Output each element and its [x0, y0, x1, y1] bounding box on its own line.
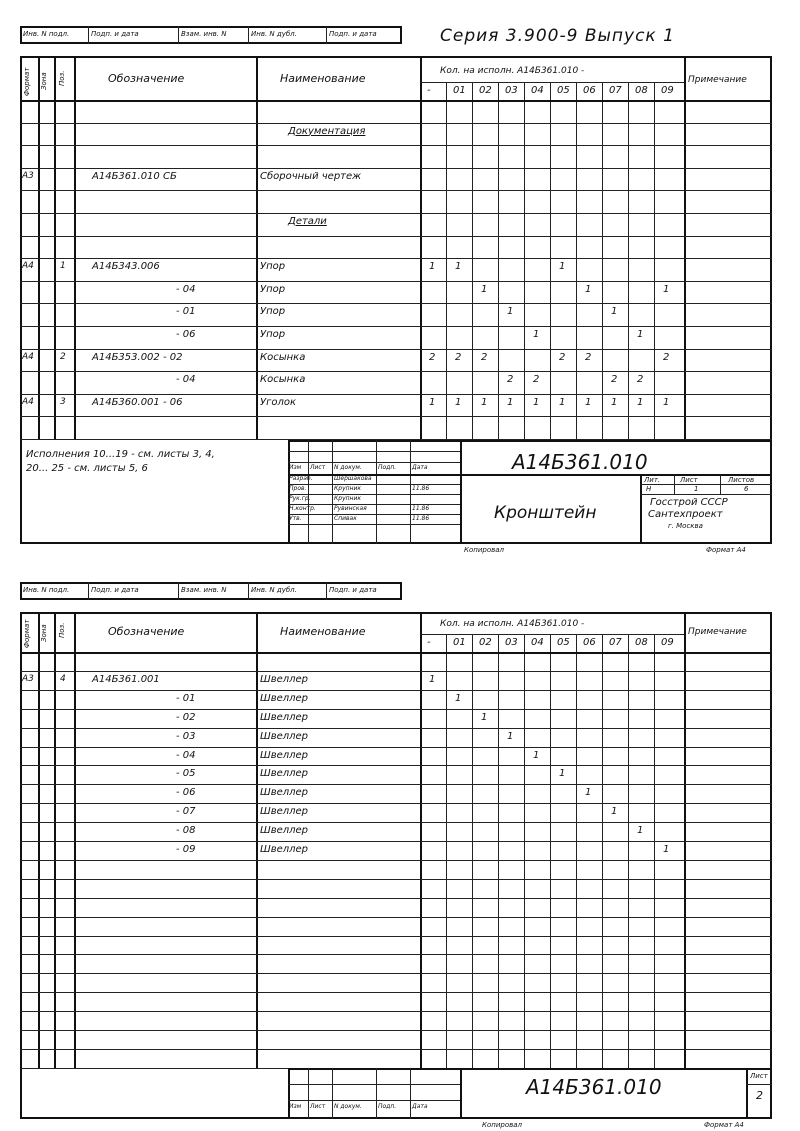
- cell-designation: - 06: [176, 787, 196, 799]
- section-heading: Документация: [288, 125, 366, 137]
- stage-label-lit: Лит.: [644, 476, 661, 484]
- row-line: [20, 728, 772, 729]
- row-line: [20, 936, 772, 937]
- strip-cell: Взам. инв. N: [181, 30, 227, 38]
- row-line: [20, 841, 772, 842]
- cell-designation: - 08: [176, 825, 196, 837]
- cell-qty: 1: [585, 787, 592, 799]
- row-line: [20, 954, 772, 955]
- cell-qty: 1: [533, 396, 540, 408]
- strip-cell: Подп. и дата: [91, 586, 139, 594]
- row-line: [20, 1011, 772, 1012]
- note-line-1: Исполнения 10...19 - см. листы 3, 4,: [26, 449, 215, 460]
- strip-cell: Взам. инв. N: [181, 586, 227, 594]
- row-line: [20, 168, 772, 169]
- cell-qty: 1: [507, 396, 514, 408]
- person-name: Крупник: [334, 495, 361, 502]
- tb-podp: Подп.: [378, 1103, 397, 1110]
- strip-cell: Подп. и дата: [329, 30, 377, 38]
- cell-designation: А14Б343.006: [92, 261, 160, 273]
- header-name: Наименование: [280, 625, 366, 638]
- row-line: [20, 898, 772, 899]
- row-line: [20, 784, 772, 785]
- row-line: [20, 258, 772, 259]
- stage-value-lit: Н: [646, 485, 652, 493]
- header-zone: Зона: [40, 72, 48, 90]
- person-name: Крупник: [334, 485, 361, 492]
- row-line: [20, 709, 772, 710]
- cell-qty: 2: [429, 351, 436, 363]
- row-line: [20, 860, 772, 861]
- qty-col-header: 03: [505, 85, 518, 96]
- row-line: [20, 1030, 772, 1031]
- tb-ndoc: N докум.: [334, 464, 362, 471]
- strip-cell: Инв. N подл.: [23, 586, 70, 594]
- cell-qty: 1: [663, 844, 670, 855]
- cell-name: Сборочный чертеж: [260, 170, 362, 182]
- person-date: 11.86: [412, 515, 430, 522]
- qty-col-header: 05: [557, 85, 570, 96]
- cell-name: Швеллер: [260, 730, 309, 742]
- tb-izm: Изм: [289, 464, 302, 471]
- row-line: [20, 879, 772, 880]
- cell-name: Упор: [260, 283, 286, 295]
- row-line: [20, 303, 772, 304]
- row-line: [20, 326, 772, 327]
- cell-qty: 2: [663, 351, 670, 363]
- row-line: [20, 123, 772, 124]
- cell-qty: 1: [455, 261, 462, 273]
- qty-col-header: -: [427, 85, 431, 96]
- person-role: Утв.: [289, 515, 302, 522]
- cell-qty: 1: [637, 329, 644, 340]
- person-name: Спивак: [334, 515, 357, 522]
- stage-value-listov: 6: [744, 485, 749, 493]
- cell-qty: 1: [481, 396, 488, 408]
- cell-designation: - 03: [176, 730, 196, 742]
- cell-format: А3: [22, 673, 34, 684]
- cell-name: Швеллер: [260, 749, 309, 761]
- row-line: [20, 1049, 772, 1050]
- cell-name: Швеллер: [260, 673, 309, 685]
- header-zone: Зона: [40, 624, 48, 642]
- series-header: Серия 3.900-9 Выпуск 1: [440, 26, 675, 46]
- cell-qty: 2: [533, 374, 540, 386]
- cell-pos: 3: [60, 396, 66, 407]
- sheet-1: [0, 0, 800, 558]
- cell-qty: 1: [559, 396, 566, 408]
- person-role: Разраб.: [289, 475, 313, 482]
- person-date: 11.86: [412, 505, 430, 512]
- person-role: Пров.: [289, 485, 307, 492]
- cell-qty: 1: [585, 283, 592, 295]
- cell-name: Швеллер: [260, 806, 309, 818]
- qty-col-header: 07: [609, 85, 622, 96]
- cell-qty: 2: [585, 351, 592, 363]
- sheet-value: 2: [756, 1089, 763, 1102]
- cell-designation: - 04: [176, 283, 196, 295]
- cell-name: Косынка: [260, 351, 306, 363]
- person-name: Рувинская: [334, 505, 367, 512]
- cell-designation: А14Б353.002 - 02: [92, 351, 183, 363]
- row-line: [20, 416, 772, 417]
- person-name: Шершакова: [334, 475, 372, 482]
- cell-format: А4: [22, 261, 34, 272]
- tb-podp: Подп.: [378, 464, 397, 471]
- cell-qty: 1: [507, 306, 514, 318]
- person-date: 11.86: [412, 485, 430, 492]
- cell-name: Упор: [260, 306, 286, 318]
- cell-qty: 1: [611, 396, 618, 408]
- doc-number-2: А14Б361.010: [526, 1075, 662, 1099]
- row-line: [20, 690, 772, 691]
- header-pos: Поз.: [58, 70, 66, 86]
- row-line: [20, 236, 772, 237]
- qty-col-header: 08: [635, 637, 648, 648]
- header-qty-title: Кол. на исполн. А14Б361.010 -: [440, 66, 585, 76]
- cell-qty: 1: [429, 396, 436, 408]
- strip-cell: Инв. N дубл.: [251, 586, 297, 594]
- qty-col-header: 04: [531, 637, 544, 648]
- tb-list: Лист: [310, 464, 326, 471]
- cell-name: Швеллер: [260, 711, 309, 723]
- qty-col-header: 09: [661, 637, 674, 648]
- qty-col-header: -: [427, 637, 431, 648]
- row-line: [20, 213, 772, 214]
- header-name: Наименование: [280, 72, 366, 85]
- cell-name: Швеллер: [260, 844, 309, 855]
- tb-date: Дата: [412, 464, 428, 471]
- cell-qty: 1: [481, 283, 488, 295]
- cell-qty: 1: [611, 306, 618, 318]
- spec-table-2: [20, 612, 772, 1119]
- qty-col-header: 07: [609, 637, 622, 648]
- cell-name: Швеллер: [260, 825, 309, 837]
- qty-col-header: 06: [583, 637, 596, 648]
- cell-qty: 1: [533, 749, 540, 761]
- cell-qty: 1: [637, 396, 644, 408]
- row-line: [20, 747, 772, 748]
- cell-name: Уголок: [260, 396, 297, 408]
- tb-list: Лист: [310, 1103, 326, 1110]
- row-line: [20, 917, 772, 918]
- cell-qty: 1: [429, 261, 436, 273]
- cell-name: Косынка: [260, 374, 306, 386]
- cell-pos: 1: [60, 261, 66, 272]
- cell-designation: - 04: [176, 374, 196, 386]
- cell-qty: 2: [559, 351, 566, 363]
- cell-name: Упор: [260, 329, 286, 340]
- header-designation: Обозначение: [108, 72, 185, 85]
- header-note: Примечание: [688, 75, 747, 85]
- cell-name: Упор: [260, 261, 286, 273]
- cell-qty: 2: [637, 374, 644, 386]
- tb-ndoc: N докум.: [334, 1103, 362, 1110]
- sheet-2: [0, 562, 800, 1131]
- cell-pos: 4: [60, 673, 66, 684]
- cell-qty: 1: [533, 329, 540, 340]
- cell-qty: 1: [559, 768, 566, 780]
- cell-qty: 1: [559, 261, 566, 273]
- cell-designation: - 05: [176, 768, 196, 780]
- cell-name: Швеллер: [260, 692, 309, 704]
- cell-designation: - 07: [176, 806, 196, 818]
- cell-name: Швеллер: [260, 787, 309, 799]
- cell-qty: 1: [663, 283, 670, 295]
- row-line: [20, 371, 772, 372]
- qty-col-header: 02: [479, 637, 492, 648]
- qty-col-header: 01: [453, 637, 466, 648]
- header-format: Формат: [23, 619, 31, 648]
- strip-cell: Инв. N подл.: [23, 30, 70, 38]
- cell-qty: 1: [507, 730, 514, 742]
- cell-designation: А14Б361.010 СБ: [92, 170, 177, 182]
- stage-value-list: 1: [694, 485, 699, 493]
- stage-label-listov: Листов: [728, 476, 755, 484]
- header-note: Примечание: [688, 627, 747, 637]
- cell-qty: 1: [429, 673, 436, 685]
- doc-number: А14Б361.010: [512, 450, 648, 474]
- qty-col-header: 05: [557, 637, 570, 648]
- format-label: Формат А4: [706, 546, 746, 554]
- format-label-2: Формат А4: [704, 1121, 744, 1129]
- strip-cell: Инв. N дубл.: [251, 30, 297, 38]
- strip-cell: Подп. и дата: [329, 586, 377, 594]
- org-line-2: Сантехпроект: [648, 509, 723, 520]
- cell-qty: 1: [637, 825, 644, 837]
- row-line: [20, 190, 772, 191]
- cell-qty: 2: [481, 351, 488, 363]
- stage-label-list: Лист: [680, 476, 698, 484]
- org-line-1: Госстрой СССР: [650, 497, 728, 508]
- row-line: [20, 822, 772, 823]
- qty-col-header: 09: [661, 85, 674, 96]
- row-line: [20, 145, 772, 146]
- person-role: Н.контр.: [289, 505, 316, 512]
- tb-date: Дата: [412, 1103, 428, 1110]
- cell-qty: 2: [507, 374, 514, 386]
- cell-designation: А14Б361.001: [92, 673, 160, 685]
- org-line-3: г. Москва: [668, 522, 703, 530]
- qty-col-header: 03: [505, 637, 518, 648]
- cell-designation: А14Б360.001 - 06: [92, 396, 183, 408]
- copied-label: Копировал: [464, 546, 504, 554]
- header-qty-title: Кол. на исполн. А14Б361.010 -: [440, 619, 585, 629]
- cell-designation: - 09: [176, 844, 196, 855]
- qty-col-header: 01: [453, 85, 466, 96]
- person-role: Рук.гр.: [289, 495, 311, 502]
- row-line: [20, 671, 772, 672]
- cell-qty: 1: [481, 711, 488, 723]
- row-line: [20, 394, 772, 395]
- cell-designation: - 04: [176, 749, 196, 761]
- row-line: [20, 803, 772, 804]
- row-line: [20, 973, 772, 974]
- row-line: [20, 281, 772, 282]
- header-format: Формат: [23, 67, 31, 96]
- copied-label-2: Копировал: [482, 1121, 522, 1129]
- cell-designation: - 06: [176, 329, 196, 340]
- strip-cell: Подп. и дата: [91, 30, 139, 38]
- cell-format: А4: [22, 396, 34, 407]
- cell-qty: 1: [663, 396, 670, 408]
- sheet-label: Лист: [750, 1072, 768, 1080]
- doc-name: Кронштейн: [494, 503, 597, 523]
- cell-qty: 1: [585, 396, 592, 408]
- qty-col-header: 04: [531, 85, 544, 96]
- cell-format: А4: [22, 351, 34, 362]
- cell-qty: 1: [455, 396, 462, 408]
- cell-designation: - 01: [176, 692, 196, 704]
- section-heading: Детали: [288, 216, 327, 227]
- cell-designation: - 02: [176, 711, 196, 723]
- cell-qty: 1: [611, 806, 618, 818]
- note-line-2: 20... 25 - см. листы 5, 6: [26, 463, 148, 474]
- cell-qty: 1: [455, 692, 462, 704]
- row-line: [20, 992, 772, 993]
- cell-name: Швеллер: [260, 768, 309, 780]
- tb-izm: Изм: [289, 1103, 302, 1110]
- row-line: [20, 349, 772, 350]
- cell-designation: - 01: [176, 306, 196, 318]
- row-line: [20, 765, 772, 766]
- qty-col-header: 08: [635, 85, 648, 96]
- qty-col-header: 06: [583, 85, 596, 96]
- header-pos: Поз.: [58, 622, 66, 638]
- cell-qty: 2: [455, 351, 462, 363]
- cell-qty: 2: [611, 374, 618, 386]
- header-designation: Обозначение: [108, 625, 185, 638]
- cell-pos: 2: [60, 351, 66, 362]
- qty-col-header: 02: [479, 85, 492, 96]
- cell-format: А3: [22, 170, 34, 181]
